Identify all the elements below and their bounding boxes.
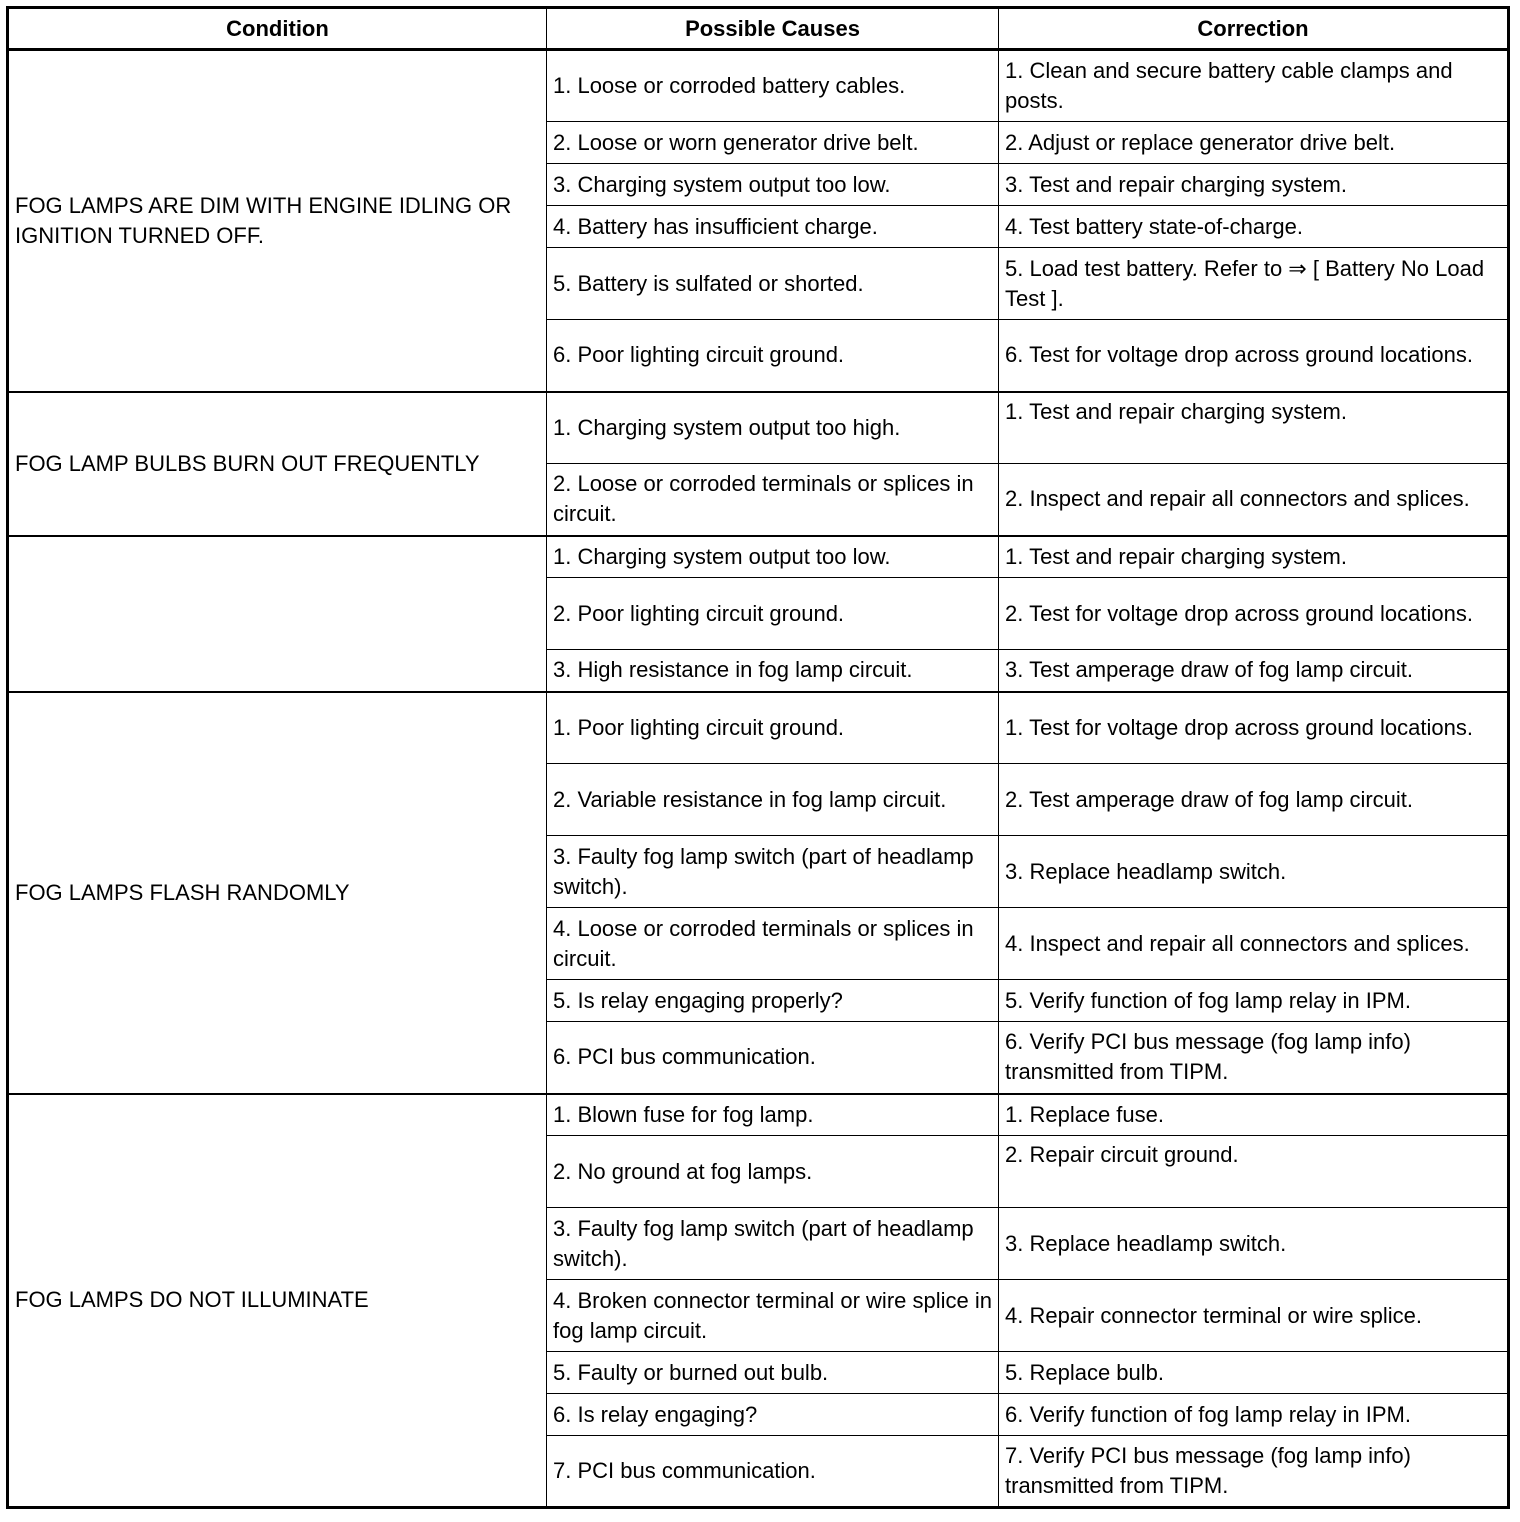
correction-cell: 5. Replace bulb. (999, 1352, 1509, 1394)
cause-cell: 4. Broken connector terminal or wire splice in fog lamp circuit. (547, 1280, 999, 1352)
correction-cell: 2. Inspect and repair all connectors and splices. (999, 464, 1509, 536)
cause-cell: 2. Variable resistance in fog lamp circuit. (547, 764, 999, 836)
header-correction: Correction (999, 8, 1509, 50)
condition-cell: FOG LAMPS DO NOT ILLUMINATE (8, 1094, 547, 1508)
correction-cell: 2. Repair circuit ground. (999, 1136, 1509, 1208)
cause-cell: 6. Poor lighting circuit ground. (547, 320, 999, 392)
cause-cell: 1. Charging system output too low. (547, 536, 999, 578)
cause-cell: 2. No ground at fog lamps. (547, 1136, 999, 1208)
correction-cell: 4. Inspect and repair all connectors and splices. (999, 908, 1509, 980)
cause-cell: 2. Loose or worn generator drive belt. (547, 122, 999, 164)
correction-cell: 3. Test amperage draw of fog lamp circuit. (999, 650, 1509, 692)
correction-cell: 3. Replace headlamp switch. (999, 1208, 1509, 1280)
correction-cell: 2. Adjust or replace generator drive belt. (999, 122, 1509, 164)
table-row (8, 1094, 1509, 1136)
correction-cell: 6. Verify function of fog lamp relay in IPM. (999, 1394, 1509, 1436)
correction-cell: 1. Test for voltage drop across ground locations. (999, 692, 1509, 764)
correction-cell: 4. Test battery state-of-charge. (999, 206, 1509, 248)
cause-cell: 4. Battery has insufficient charge. (547, 206, 999, 248)
cause-cell: 4. Loose or corroded terminals or splices in circuit. (547, 908, 999, 980)
cause-cell: 3. Faulty fog lamp switch (part of headlamp switch). (547, 1208, 999, 1280)
header-possible-causes: Possible Causes (547, 8, 999, 50)
header-condition: Condition (8, 8, 547, 50)
correction-cell: 6. Test for voltage drop across ground locations. (999, 320, 1509, 392)
table-row (8, 50, 1509, 122)
correction-cell: 2. Test amperage draw of fog lamp circuit. (999, 764, 1509, 836)
cause-cell: 6. PCI bus communication. (547, 1022, 999, 1094)
correction-cell: 1. Replace fuse. (999, 1094, 1509, 1136)
cause-cell: 3. Charging system output too low. (547, 164, 999, 206)
condition-cell: FOG LAMPS FLASH RANDOMLY (8, 692, 547, 1094)
correction-cell: 1. Test and repair charging system. (999, 536, 1509, 578)
correction-cell: 5. Verify function of fog lamp relay in IPM. (999, 980, 1509, 1022)
condition-cell: FOG LAMP BULBS BURN OUT FREQUENTLY (8, 392, 547, 536)
cause-cell: 7. PCI bus communication. (547, 1436, 999, 1508)
cause-cell: 5. Faulty or burned out bulb. (547, 1352, 999, 1394)
table-row (8, 392, 1509, 464)
correction-cell: 6. Verify PCI bus message (fog lamp info) transmitted from TIPM. (999, 1022, 1509, 1094)
diagnosis-table (6, 6, 1510, 1509)
cause-cell: 5. Is relay engaging properly? (547, 980, 999, 1022)
cause-cell: 2. Poor lighting circuit ground. (547, 578, 999, 650)
cause-cell: 3. Faulty fog lamp switch (part of headlamp switch). (547, 836, 999, 908)
condition-cell (8, 536, 547, 692)
cause-cell: 2. Loose or corroded terminals or splices in circuit. (547, 464, 999, 536)
cause-cell: 1. Loose or corroded battery cables. (547, 50, 999, 122)
correction-cell: 3. Replace headlamp switch. (999, 836, 1509, 908)
correction-cell: 4. Repair connector terminal or wire splice. (999, 1280, 1509, 1352)
correction-cell: 3. Test and repair charging system. (999, 164, 1509, 206)
cause-cell: 1. Blown fuse for fog lamp. (547, 1094, 999, 1136)
diagnosis-table-wrapper (6, 6, 1510, 1509)
correction-cell: 1. Test and repair charging system. (999, 392, 1509, 464)
cause-cell: 3. High resistance in fog lamp circuit. (547, 650, 999, 692)
cause-cell: 6. Is relay engaging? (547, 1394, 999, 1436)
cause-cell: 5. Battery is sulfated or shorted. (547, 248, 999, 320)
correction-cell: 1. Clean and secure battery cable clamps and posts. (999, 50, 1509, 122)
cause-cell: 1. Poor lighting circuit ground. (547, 692, 999, 764)
table-row (8, 536, 1509, 578)
condition-cell: FOG LAMPS ARE DIM WITH ENGINE IDLING OR IGNITION TURNED OFF. (8, 50, 547, 392)
correction-cell: 2. Test for voltage drop across ground locations. (999, 578, 1509, 650)
table-row (8, 692, 1509, 764)
header-row (8, 8, 1509, 50)
cause-cell: 1. Charging system output too high. (547, 392, 999, 464)
correction-cell: 5. Load test battery. Refer to ⇒ [ Battery No Load Test ]. (999, 248, 1509, 320)
correction-cell: 7. Verify PCI bus message (fog lamp info) transmitted from TIPM. (999, 1436, 1509, 1508)
